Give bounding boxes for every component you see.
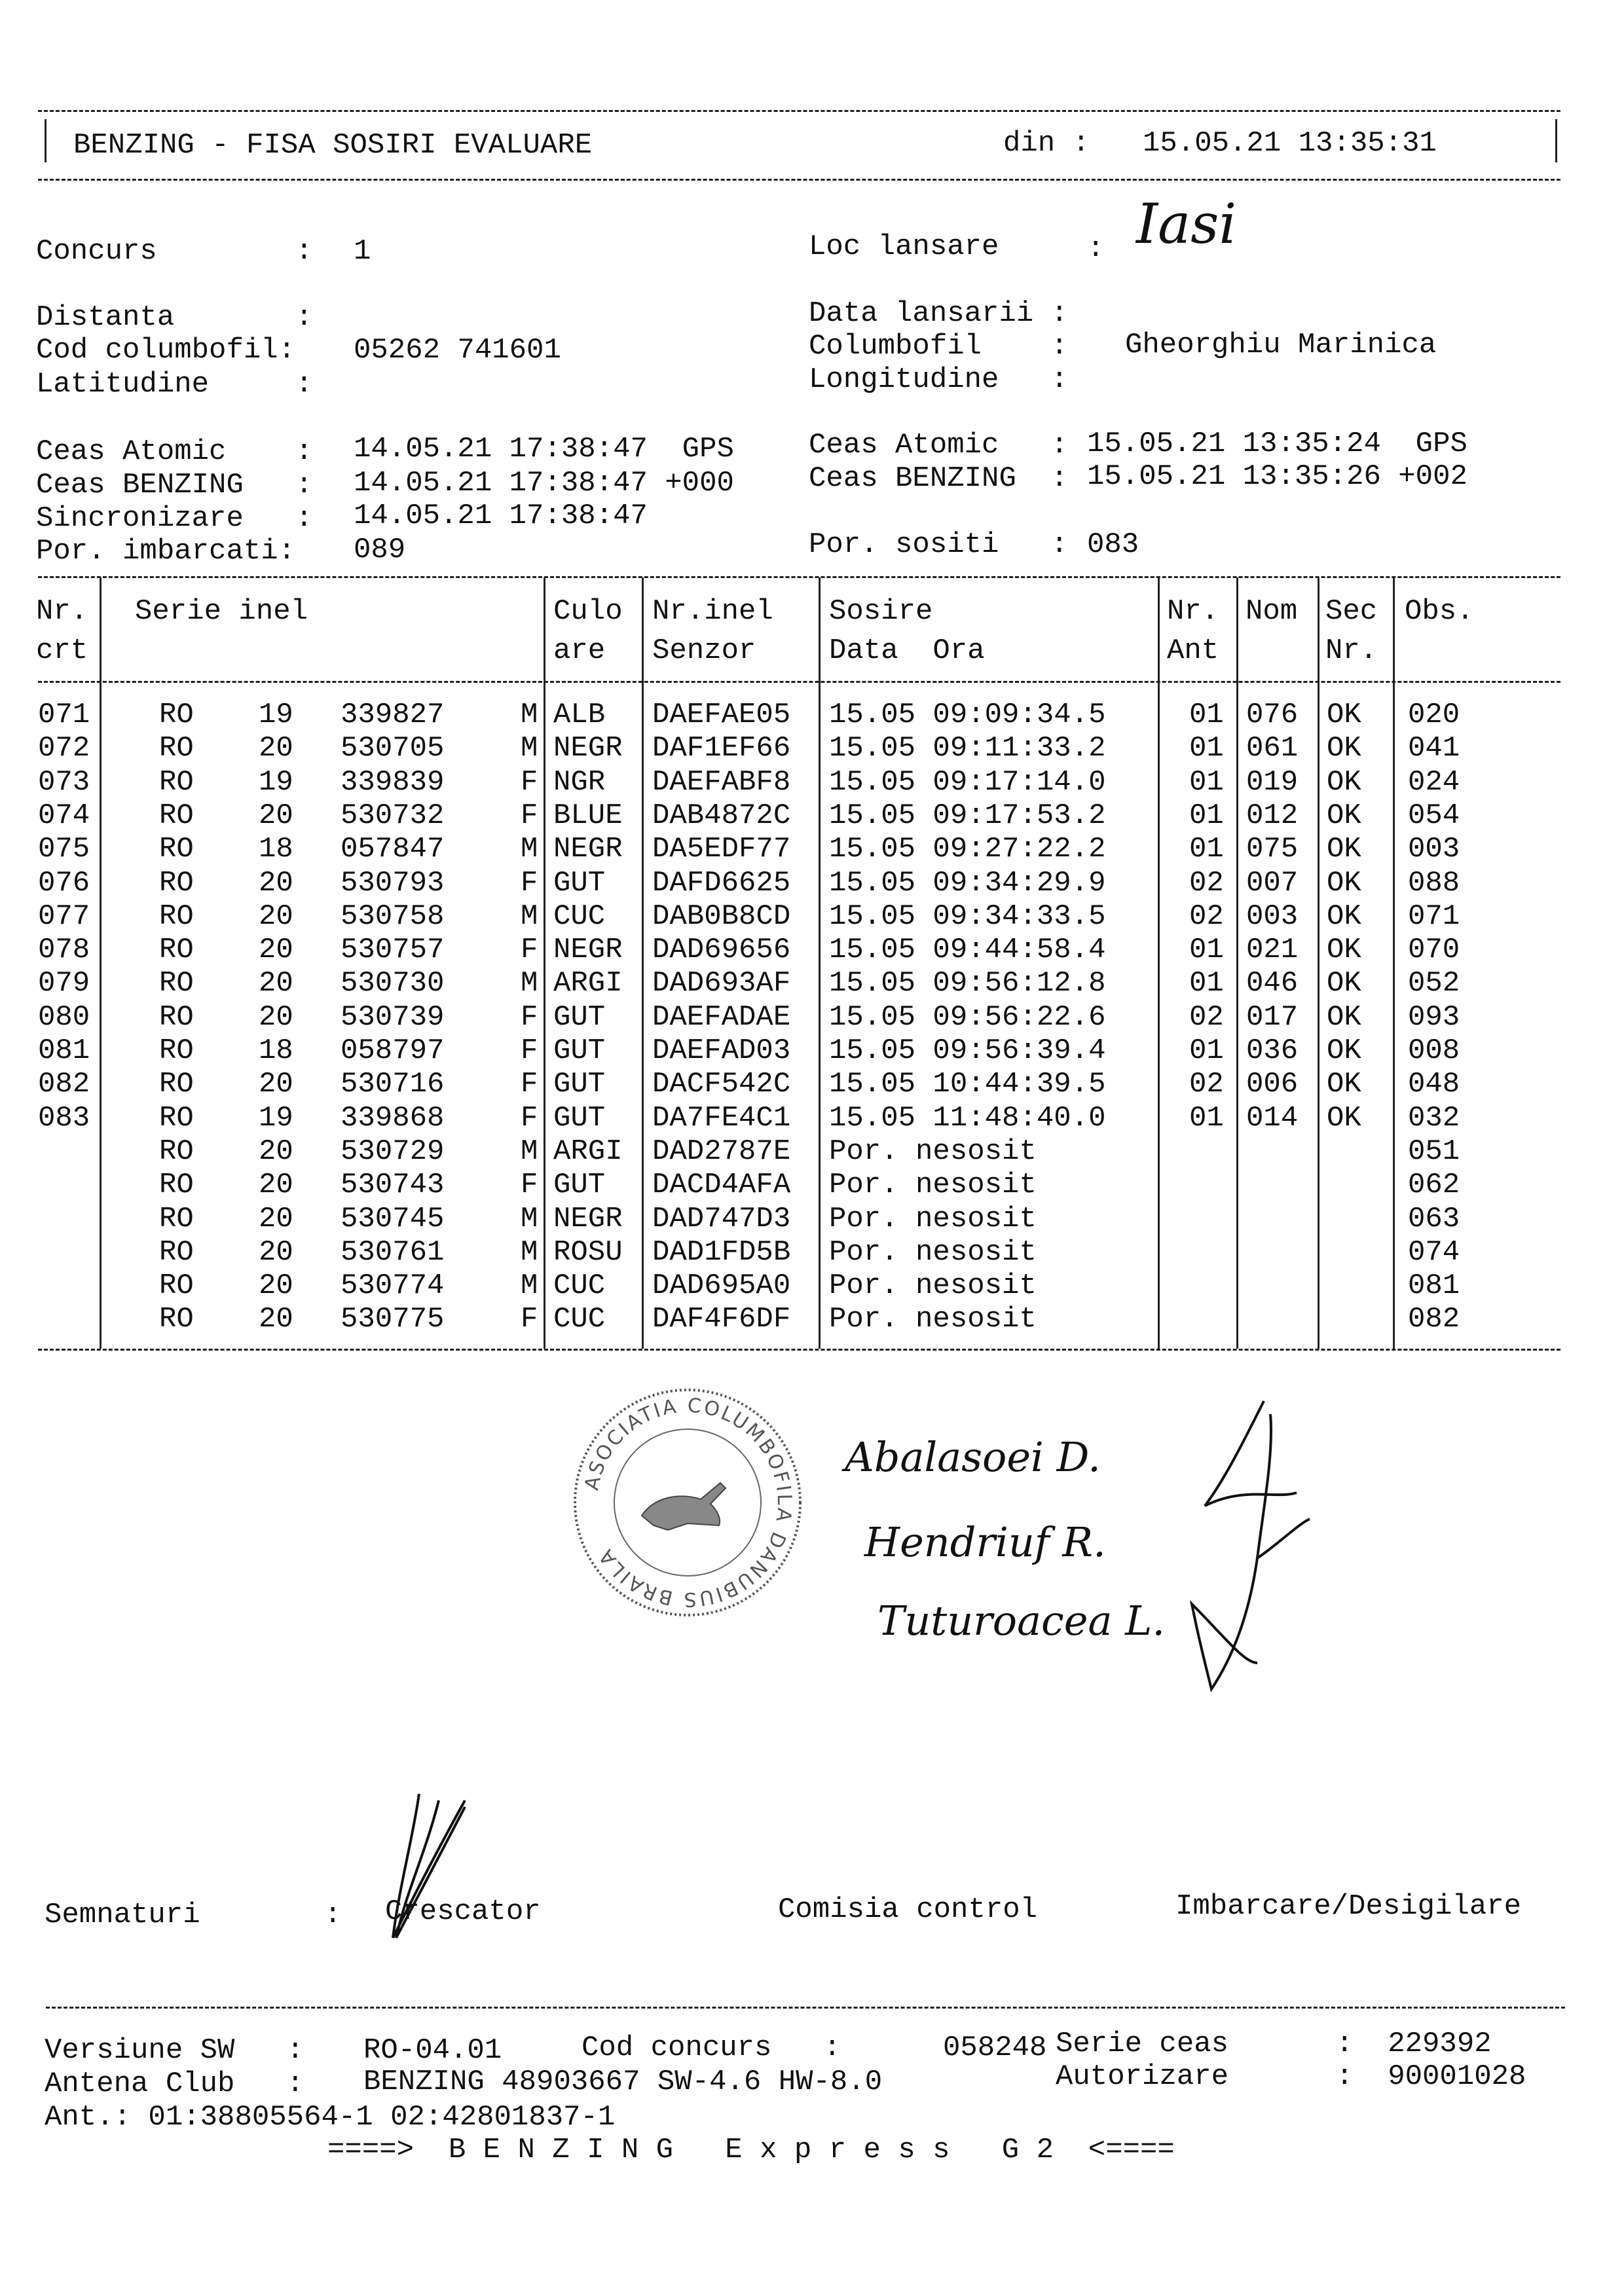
cell-nr-inel-senzor: DAD69656 (652, 934, 791, 967)
cell-sosire: 15.05 09:17:14.0 (829, 765, 1106, 799)
cell-color: GUT (553, 866, 606, 900)
cell-ring-number: 339839 (341, 765, 445, 799)
cell-nr-ant: 02 (1189, 1068, 1224, 1101)
cell-sec-nr: OK (1327, 699, 1361, 731)
cell-nr-ant: 01 (1189, 765, 1224, 799)
cell-country: RO (159, 1169, 194, 1202)
loc-lansare-handwritten: Iasi (1136, 192, 1237, 256)
cell-nr-inel-senzor: DA7FE4C1 (652, 1101, 791, 1135)
cell-obs: 063 (1408, 1202, 1460, 1235)
cell-country: RO (159, 699, 194, 731)
cell-year: 19 (259, 699, 293, 731)
cell-sex: M (521, 1135, 538, 1168)
cell-country: RO (159, 1235, 194, 1269)
cell-sosire: Por. nesosit (829, 1169, 1037, 1202)
cell-sec-nr: OK (1327, 1000, 1361, 1034)
cell-country: RO (159, 1068, 194, 1101)
ceas-benzing-end-label: Ceas BENZING : (809, 462, 1069, 495)
cell-sec-nr: OK (1327, 1101, 1361, 1135)
por-sositi-label: Por. sositi : (809, 528, 1069, 561)
col-border-5 (1158, 577, 1160, 1349)
cell-country: RO (159, 1303, 194, 1336)
cell-color: NEGR (553, 732, 623, 765)
cell-sex: F (521, 799, 538, 832)
signature-3: Tuturoacea L. (877, 1597, 1166, 1645)
cell-nr-inel-senzor: DACD4AFA (652, 1169, 791, 1202)
autorizare-label: Autorizare (1056, 2060, 1229, 2093)
header-nr-inel: Nr.inel (652, 595, 773, 628)
cell-color: NEGR (553, 833, 623, 866)
crescator-label: Crescator (385, 1895, 541, 1928)
loc-lansare-label: Loc lansare (809, 230, 999, 263)
cell-nr-crt: 071 (38, 699, 90, 731)
cell-nom: 014 (1246, 1101, 1299, 1135)
sincronizare-value: 14.05.21 17:38:47 (354, 500, 648, 532)
cell-obs: 062 (1408, 1169, 1460, 1202)
por-imbarcati-value: 089 (354, 534, 406, 566)
cell-sex: M (521, 732, 538, 765)
cell-color: GUT (553, 1068, 606, 1101)
cell-nr-ant: 02 (1189, 1000, 1224, 1034)
cell-sex: F (521, 765, 538, 799)
cell-nom: 046 (1246, 967, 1299, 1000)
cell-color: ROSU (553, 1235, 623, 1269)
cell-ring-number: 339827 (341, 699, 445, 731)
header-sec-nr: Nr. (1325, 634, 1378, 667)
cell-nom: 075 (1246, 833, 1299, 866)
cell-sec-nr: OK (1327, 732, 1361, 765)
cell-sex: F (521, 1000, 538, 1034)
cell-nom: 003 (1246, 900, 1299, 933)
cell-country: RO (159, 1101, 194, 1135)
cell-ring-number: 530739 (341, 1000, 445, 1034)
header-top-border (38, 110, 1560, 112)
stamp-text: ASOCIATIA COLUMBOFILA DANUBIUS BRAILA (580, 1394, 796, 1611)
cell-nr-ant: 01 (1189, 699, 1224, 731)
cell-nr-inel-senzor: DAD695A0 (652, 1269, 791, 1303)
cell-nr-inel-senzor: DAB4872C (652, 799, 791, 832)
cell-nr-inel-senzor: DAEFADAE (652, 1000, 791, 1034)
cell-year: 18 (259, 1034, 293, 1067)
cell-sec-nr: OK (1327, 967, 1361, 1000)
table-top-border (38, 576, 1560, 578)
header-right-border (1555, 119, 1557, 162)
cell-color: GUT (553, 1169, 606, 1202)
concurs-label: Concurs : (36, 235, 313, 268)
cell-nr-inel-senzor: DAD1FD5B (652, 1235, 791, 1269)
cell-nr-crt: 079 (38, 967, 90, 1000)
cell-nr-inel-senzor: DAD693AF (652, 967, 791, 1000)
cell-sec-nr: OK (1327, 866, 1361, 900)
cell-ring-number: 057847 (341, 833, 445, 866)
cell-nr-ant: 01 (1189, 799, 1224, 832)
cell-year: 20 (259, 1169, 293, 1202)
header-nr-ant: Nr. (1167, 595, 1219, 628)
cell-nr-inel-senzor: DAD2787E (652, 1135, 791, 1168)
cell-sec-nr: OK (1327, 799, 1361, 832)
cell-ring-number: 530732 (341, 799, 445, 832)
cell-nr-crt: 081 (38, 1034, 90, 1067)
cell-color: ARGI (553, 967, 623, 1000)
cell-year: 20 (259, 934, 293, 967)
cell-nr-crt: 076 (38, 866, 90, 900)
cell-obs: 074 (1408, 1235, 1460, 1269)
cell-color: NGR (553, 765, 606, 799)
cell-sex: M (521, 1202, 538, 1235)
antena-club-value: BENZING 48903667 SW-4.6 HW-8.0 (363, 2066, 883, 2098)
concurs-value: 1 (354, 235, 371, 268)
signature-1: Abalasoei D. (845, 1433, 1101, 1481)
cell-nr-crt: 080 (38, 1000, 90, 1034)
cell-obs: 051 (1408, 1135, 1460, 1168)
col-border-8 (1393, 577, 1395, 1349)
cell-sex: F (521, 1169, 538, 1202)
cell-nr-ant: 01 (1189, 833, 1224, 866)
cell-year: 18 (259, 833, 293, 866)
cell-sex: M (521, 967, 538, 1000)
header-obs: Obs. (1405, 595, 1474, 628)
imbarcare-desigilare-label: Imbarcare/Desigilare (1175, 1890, 1522, 1923)
cell-nom: 006 (1246, 1068, 1299, 1101)
header-ant: Ant (1167, 634, 1219, 667)
cell-nr-ant: 01 (1189, 934, 1224, 967)
col-border-4 (819, 577, 821, 1349)
cell-year: 20 (259, 967, 293, 1000)
ceas-benzing-end-value: 15.05.21 13:35:26 +002 (1087, 460, 1467, 493)
header-crt: crt (36, 634, 88, 667)
longitudine-label: Longitudine : (809, 363, 1069, 396)
data-lansarii-label: Data lansarii : (809, 297, 1069, 330)
distanta-label: Distanta : (36, 301, 313, 334)
cell-nom: 019 (1246, 765, 1299, 799)
col-border-6 (1236, 577, 1238, 1349)
cell-sosire: 15.05 09:56:22.6 (829, 1000, 1106, 1034)
cell-color: NEGR (553, 1202, 623, 1235)
header-bottom-border (38, 179, 1560, 181)
cell-obs: 003 (1408, 833, 1460, 866)
cell-ring-number: 530774 (341, 1269, 445, 1303)
header-sec: Sec (1325, 595, 1378, 628)
ceas-atomic-start-label: Ceas Atomic : (36, 435, 313, 468)
col-border-1 (100, 577, 101, 1349)
cell-sosire: Por. nesosit (829, 1135, 1037, 1168)
cell-nr-inel-senzor: DAB0B8CD (652, 900, 791, 933)
cell-sosire: 15.05 09:11:33.2 (829, 732, 1106, 765)
cell-color: ALB (553, 699, 606, 731)
cell-sex: F (521, 1303, 538, 1336)
versiune-sw-label: Versiune SW : (45, 2034, 304, 2067)
cell-country: RO (159, 732, 194, 765)
cell-sex: F (521, 1034, 538, 1067)
cell-nr-crt: 073 (38, 765, 90, 799)
cell-country: RO (159, 1269, 194, 1303)
benzing-express-banner: ====> B E N Z I N G E x p r e s s G 2 <==== (327, 2134, 1175, 2166)
cell-nr-inel-senzor: DAEFAD03 (652, 1034, 791, 1067)
cell-sosire: 15.05 09:09:34.5 (829, 699, 1106, 731)
cell-nr-inel-senzor: DAF1EF66 (652, 732, 791, 765)
cell-obs: 024 (1408, 765, 1460, 799)
cell-nom: 021 (1246, 934, 1299, 967)
cell-country: RO (159, 833, 194, 866)
cell-year: 20 (259, 1000, 293, 1034)
cod-concurs-value: 058248 (943, 2032, 1047, 2064)
cell-country: RO (159, 1202, 194, 1235)
cell-nr-crt: 078 (38, 934, 90, 967)
cod-columbofil-value: 05262 741601 (354, 334, 561, 367)
cell-ring-number: 530705 (341, 732, 445, 765)
cell-nom: 012 (1246, 799, 1299, 832)
cell-color: CUC (553, 900, 606, 933)
cell-sex: M (521, 1269, 538, 1303)
cell-sec-nr: OK (1327, 1068, 1361, 1101)
cell-nr-inel-senzor: DAEFABF8 (652, 765, 791, 799)
latitudine-label: Latitudine : (36, 368, 313, 401)
col-border-2 (544, 577, 545, 1349)
cell-nr-inel-senzor: DAEFAE05 (652, 699, 791, 731)
cell-nr-ant: 02 (1189, 866, 1224, 900)
cell-country: RO (159, 900, 194, 933)
col-border-7 (1318, 577, 1320, 1349)
cell-sosire: 15.05 09:56:39.4 (829, 1034, 1106, 1067)
header-nom: Nom (1246, 595, 1298, 628)
cell-nr-crt: 083 (38, 1101, 90, 1135)
cell-obs: 048 (1408, 1068, 1460, 1101)
sincronizare-label: Sincronizare : (36, 502, 313, 535)
cell-country: RO (159, 866, 194, 900)
cell-year: 19 (259, 765, 293, 799)
header-nr: Nr. (36, 595, 88, 628)
header-serie-inel: Serie inel (135, 595, 308, 628)
columbofil-label: Columbofil : (809, 330, 1069, 363)
cell-nom: 061 (1246, 732, 1299, 765)
cell-nom: 007 (1246, 866, 1299, 900)
cell-country: RO (159, 765, 194, 799)
cell-year: 20 (259, 1068, 293, 1101)
cell-color: CUC (553, 1269, 606, 1303)
header-are: are (553, 634, 606, 667)
cell-sec-nr: OK (1327, 934, 1361, 967)
cell-year: 20 (259, 900, 293, 933)
versiune-sw-value: RO-04.01 (363, 2034, 502, 2067)
cell-color: GUT (553, 1034, 606, 1067)
cell-sex: F (521, 1101, 538, 1135)
semnaturi-label: Semnaturi (45, 1899, 200, 1931)
cell-sec-nr: OK (1327, 833, 1361, 866)
cell-obs: 081 (1408, 1269, 1460, 1303)
header-left-border (45, 119, 46, 162)
cell-nr-inel-senzor: DAD747D3 (652, 1202, 791, 1235)
ceas-atomic-end-label: Ceas Atomic : (809, 429, 1069, 462)
cell-ring-number: 530761 (341, 1235, 445, 1269)
cell-sosire: Por. nesosit (829, 1202, 1037, 1235)
header-data-ora: Data Ora (829, 634, 985, 667)
ceas-atomic-end-value: 15.05.21 13:35:24 GPS (1087, 428, 1467, 460)
cell-ring-number: 530730 (341, 967, 445, 1000)
col-border-3 (642, 577, 644, 1349)
cell-sex: M (521, 900, 538, 933)
cell-nom: 076 (1246, 699, 1299, 731)
serie-ceas-label: Serie ceas (1056, 2028, 1229, 2060)
header-sosire: Sosire (829, 595, 933, 628)
cell-obs: 088 (1408, 866, 1460, 900)
cell-year: 20 (259, 1235, 293, 1269)
cell-country: RO (159, 1034, 194, 1067)
header-senzor: Senzor (652, 634, 756, 667)
cell-nom: 036 (1246, 1034, 1299, 1067)
columbofil-value: Gheorghiu Marinica (1125, 329, 1437, 361)
table-bottom-border (38, 1349, 1560, 1351)
cell-ring-number: 339868 (341, 1101, 445, 1135)
cell-sex: M (521, 833, 538, 866)
cell-year: 20 (259, 1202, 293, 1235)
cell-nr-inel-senzor: DAF4F6DF (652, 1303, 791, 1336)
cell-obs: 041 (1408, 732, 1460, 765)
semnaturi-colon: : (324, 1899, 342, 1931)
cell-nr-inel-senzor: DAFD6625 (652, 866, 791, 900)
cell-country: RO (159, 799, 194, 832)
cell-year: 20 (259, 799, 293, 832)
cell-nr-crt: 074 (38, 799, 90, 832)
cell-color: GUT (553, 1000, 606, 1034)
cell-nr-ant: 01 (1189, 1101, 1224, 1135)
cell-country: RO (159, 934, 194, 967)
cell-nr-crt: 072 (38, 732, 90, 765)
cell-year: 20 (259, 866, 293, 900)
cell-nr-ant: 01 (1189, 1034, 1224, 1067)
loc-lansare-colon: : (1087, 232, 1105, 265)
cell-obs: 071 (1408, 900, 1460, 933)
cell-sosire: 15.05 09:17:53.2 (829, 799, 1106, 832)
cell-year: 20 (259, 732, 293, 765)
cell-obs: 052 (1408, 967, 1460, 1000)
cell-country: RO (159, 1000, 194, 1034)
cell-nr-crt: 082 (38, 1068, 90, 1101)
cell-obs: 082 (1408, 1303, 1460, 1336)
cell-country: RO (159, 1135, 194, 1168)
cell-sosire: Por. nesosit (829, 1269, 1037, 1303)
cell-obs: 093 (1408, 1000, 1460, 1034)
cell-year: 20 (259, 1269, 293, 1303)
cell-nr-ant: 02 (1189, 900, 1224, 933)
header-culo: Culo (553, 595, 623, 628)
cell-ring-number: 530793 (341, 866, 445, 900)
cell-color: ARGI (553, 1135, 623, 1168)
cell-nr-inel-senzor: DA5EDF77 (652, 833, 791, 866)
cell-ring-number: 530745 (341, 1202, 445, 1235)
pigeon-icon (642, 1483, 726, 1530)
ceas-benzing-start-value: 14.05.21 17:38:47 +000 (354, 467, 734, 500)
cell-sex: F (521, 866, 538, 900)
cod-concurs-label: Cod concurs : (581, 2032, 841, 2064)
cell-color: NEGR (553, 934, 623, 967)
footer-separator (46, 2007, 1565, 2009)
cell-sosire: 15.05 10:44:39.5 (829, 1068, 1106, 1101)
cell-sosire: 15.05 09:27:22.2 (829, 833, 1106, 866)
cell-year: 19 (259, 1101, 293, 1135)
ceas-benzing-start-label: Ceas BENZING : (36, 469, 313, 501)
association-stamp (570, 1385, 805, 1620)
cell-color: GUT (553, 1101, 606, 1135)
cod-columbofil-label: Cod columbofil: (36, 334, 296, 367)
autorizare-value: : 90001028 (1336, 2060, 1526, 2093)
cell-sosire: Por. nesosit (829, 1235, 1037, 1269)
cell-ring-number: 530716 (341, 1068, 445, 1101)
cell-obs: 020 (1408, 699, 1460, 731)
cell-nr-crt: 077 (38, 900, 90, 933)
cell-sec-nr: OK (1327, 900, 1361, 933)
cell-obs: 008 (1408, 1034, 1460, 1067)
cell-sex: F (521, 1068, 538, 1101)
cell-sex: M (521, 1235, 538, 1269)
por-sositi-value: 083 (1087, 528, 1139, 561)
table-header-separator (38, 681, 1560, 683)
cell-year: 20 (259, 1135, 293, 1168)
cell-sosire: 15.05 09:34:29.9 (829, 866, 1106, 900)
cell-sec-nr: OK (1327, 1034, 1361, 1067)
cell-ring-number: 530757 (341, 934, 445, 967)
cell-color: BLUE (553, 799, 623, 832)
cell-sosire: Por. nesosit (829, 1303, 1037, 1336)
cell-country: RO (159, 967, 194, 1000)
cell-obs: 032 (1408, 1101, 1460, 1135)
cell-ring-number: 530743 (341, 1169, 445, 1202)
signature-2: Hendriuf R. (864, 1518, 1106, 1566)
cell-nom: 017 (1246, 1000, 1299, 1034)
comisia-control-label: Comisia control (778, 1893, 1038, 1926)
cell-nr-crt: 075 (38, 833, 90, 866)
cell-obs: 070 (1408, 934, 1460, 967)
document-title: BENZING - FISA SOSIRI EVALUARE (73, 129, 593, 162)
cell-sosire: 15.05 09:44:58.4 (829, 934, 1106, 967)
ceas-atomic-start-value: 14.05.21 17:38:47 GPS (354, 433, 734, 465)
cell-nr-ant: 01 (1189, 967, 1224, 1000)
cell-ring-number: 530775 (341, 1303, 445, 1336)
cell-sosire: 15.05 09:34:33.5 (829, 900, 1106, 933)
cell-obs: 054 (1408, 799, 1460, 832)
serie-ceas-value: : 229392 (1336, 2028, 1492, 2060)
cell-ring-number: 530758 (341, 900, 445, 933)
din-label: din : (1003, 127, 1090, 160)
cell-color: CUC (553, 1303, 606, 1336)
por-imbarcati-label: Por. imbarcati: (36, 535, 296, 568)
cell-nr-inel-senzor: DACF542C (652, 1068, 791, 1101)
cell-ring-number: 530729 (341, 1135, 445, 1168)
antenna-ids: Ant.: 01:38805564-1 02:42801837-1 (45, 2101, 616, 2134)
cell-sex: M (521, 699, 538, 731)
cell-year: 20 (259, 1303, 293, 1336)
cell-ring-number: 058797 (341, 1034, 445, 1067)
cell-nr-ant: 01 (1189, 732, 1224, 765)
signature-scribble-right (1166, 1388, 1323, 1702)
cell-sosire: 15.05 09:56:12.8 (829, 967, 1106, 1000)
din-value: 15.05.21 13:35:31 (1143, 127, 1437, 160)
cell-sec-nr: OK (1327, 765, 1361, 799)
antena-club-label: Antena Club : (45, 2068, 304, 2100)
cell-sosire: 15.05 11:48:40.0 (829, 1101, 1106, 1135)
cell-sex: F (521, 934, 538, 967)
